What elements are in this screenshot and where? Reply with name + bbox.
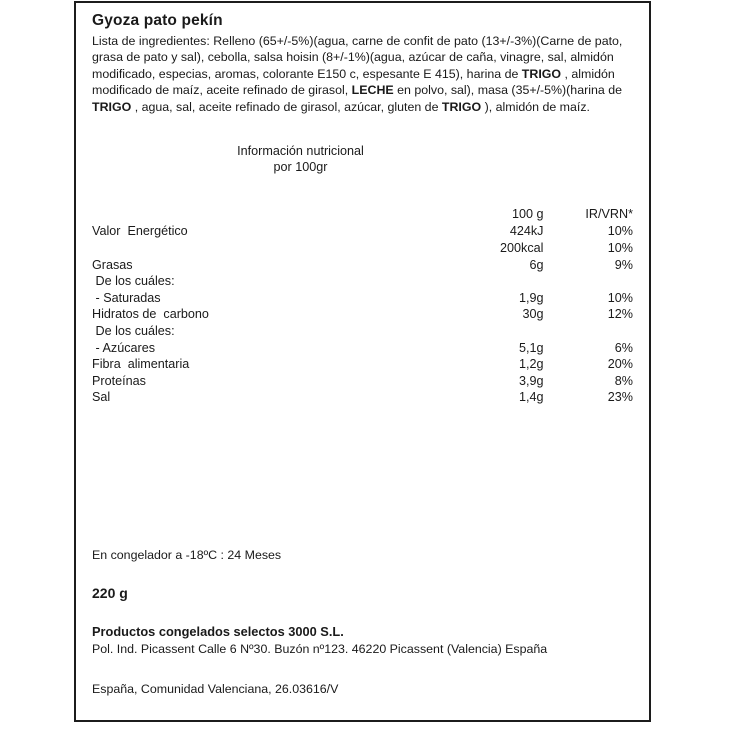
nutrient-name: De los cuáles:: [92, 323, 175, 338]
nutrient-amount: 3,9g: [518, 373, 544, 388]
nutrition-heading-line2: por 100gr: [273, 160, 328, 175]
nutrient-name: De los cuáles:: [92, 274, 175, 289]
nutrient-percent: [555, 273, 637, 290]
company-address: Pol. Ind. Picassent Calle 6 Nº30. Buzón nº123. 46220 Picassent (Valencia) España: [92, 642, 548, 657]
nutrient-name: Sal: [92, 390, 111, 405]
column-header-amount: 100 g: [511, 206, 544, 221]
nutrient-percent: [555, 323, 637, 340]
nutrient-name: - Saturadas: [92, 290, 161, 305]
column-header-percent: IR/VRN*: [585, 206, 633, 221]
nutrition-row: [92, 389, 637, 406]
nutrition-row: [92, 223, 637, 240]
ingredients-list: [92, 33, 637, 116]
nutrition-row: [92, 290, 637, 307]
nutrient-amount: 1,4g: [518, 390, 544, 405]
nutrient-percent: 9%: [614, 257, 633, 272]
nutrition-heading: [92, 143, 637, 176]
nutrient-amount: [414, 273, 556, 290]
nutrition-heading-line1: Información nutricional: [237, 143, 364, 158]
region-and-registration: España, Comunidad Valenciana, 26.03616/V: [92, 682, 339, 696]
allergen-trigo: TRIGO: [92, 100, 132, 114]
nutrient-amount: 200kcal: [500, 240, 544, 255]
allergen-trigo: TRIGO: [441, 100, 482, 114]
nutrition-row: [92, 273, 637, 290]
nutrition-row: [92, 257, 637, 274]
ingredients-text-run-8: ), almidón de maíz.: [481, 100, 590, 114]
nutrient-name: Proteínas: [92, 373, 146, 388]
nutrient-percent: 10%: [607, 290, 633, 305]
nutrient-amount: 6g: [529, 257, 544, 272]
nutrient-percent: 10%: [607, 240, 633, 255]
nutrition-row: [92, 356, 637, 373]
page-title: Gyoza pato pekín: [92, 12, 223, 29]
nutrient-name: Fibra alimentaria: [92, 357, 190, 372]
company-block: [92, 623, 547, 659]
nutrition-table: [92, 206, 637, 406]
company-name: Productos congelados selectos 3000 S.L.: [92, 624, 344, 639]
nutrient-amount: 30g: [522, 307, 544, 322]
nutrient-name: Grasas: [92, 257, 133, 272]
nutrition-header-row: [92, 206, 637, 224]
nutrient-amount: 5,1g: [518, 340, 544, 355]
net-weight: 220 g: [92, 585, 128, 601]
nutrient-name: [92, 240, 414, 257]
nutrient-percent: 8%: [614, 373, 633, 388]
nutrition-row: [92, 340, 637, 357]
nutrient-percent: 20%: [607, 357, 633, 372]
nutrient-percent: 10%: [607, 224, 633, 239]
nutrient-percent: 12%: [607, 307, 633, 322]
nutrition-label-card: [74, 1, 651, 722]
nutrient-amount: 1,2g: [518, 357, 544, 372]
nutrition-row: [92, 240, 637, 257]
allergen-leche: LECHE: [351, 83, 394, 98]
nutrient-name: Hidratos de carbono: [92, 307, 209, 322]
nutrition-row: [92, 373, 637, 390]
nutrient-percent: 6%: [614, 340, 633, 355]
nutrient-name: - Azúcares: [92, 340, 155, 355]
column-header-nutrient: [92, 206, 414, 224]
nutrient-amount: [414, 323, 556, 340]
storage-instructions: En congelador a -18ºC : 24 Meses: [92, 548, 282, 562]
nutrition-row: [92, 323, 637, 340]
nutrient-amount: 424kJ: [509, 224, 544, 239]
ingredients-text-run-6: , agua, sal, aceite refinado de girasol, azúcar, gluten de: [131, 100, 442, 114]
nutrient-name: Valor Energético: [92, 224, 188, 239]
ingredients-text-run-0: Lista de ingredientes: Relleno (65+/-5%)(agua, carne de confit de pato (13+/-3%)(Carne de pato, grasa de pato y sal), cebolla, salsa hoisin (8+/-1%)(agua, azúcar de caña, vinagre, sal, almidón modificado, especias, aromas, colorante E150 c, espesante E 415), harina de: [92, 33, 623, 81]
nutrition-row: [92, 306, 637, 323]
nutrient-amount: 1,9g: [518, 290, 544, 305]
ingredients-text-run-2: , almidón modificado de maíz, aceite refinado de girasol,: [92, 66, 615, 98]
allergen-trigo: TRIGO: [521, 66, 562, 81]
nutrient-percent: 23%: [607, 390, 633, 405]
ingredients-text-run-4: en polvo, sal), masa (35+/-5%)(harina de: [393, 83, 622, 98]
